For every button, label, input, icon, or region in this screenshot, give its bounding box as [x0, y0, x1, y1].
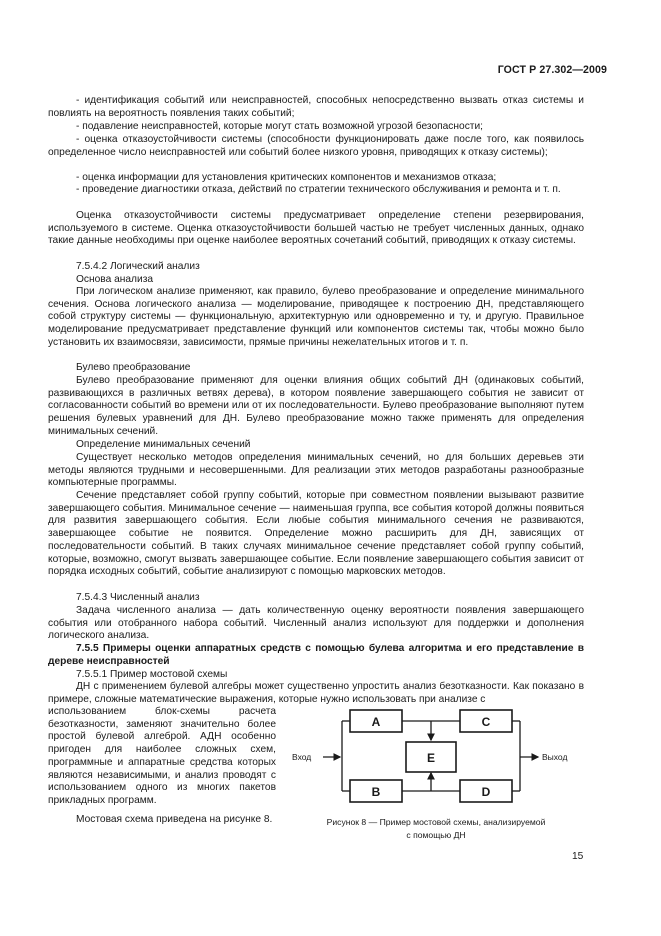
- bridge-diagram: [286, 700, 586, 810]
- block-d-label: D: [481, 785, 491, 799]
- page-number: 15: [572, 851, 584, 862]
- heading-boolean: Булево преобразование: [76, 362, 191, 373]
- bullet-fault-tolerance: - оценка отказоустойчивости системы (способности функционировать даже после того, как появилось определенное число неисправностей или событий более низкого уровня, приводящих к отказу системы);: [48, 134, 584, 158]
- block-a-label: A: [371, 715, 381, 729]
- document-number: ГОСТ Р 27.302—2009: [497, 64, 607, 76]
- heading-numerical-analysis: 7.5.4.3 Численный анализ: [76, 592, 200, 603]
- paragraph-bridge-reference: Мостовая схема приведена на рисунке 8.: [76, 814, 273, 825]
- paragraph-boolean-simplify: ДН с применением булевой алгебры может существенно упростить анализ безотказности. Как показано в примере, сложные математические выражения, которые нужно использовать при анализе с: [48, 681, 584, 705]
- heading-analysis-basis: Основа анализа: [76, 274, 154, 285]
- heading-minimal-cut-sets: Определение минимальных сечений: [76, 439, 251, 450]
- paragraph-numerical-analysis: Задача численного анализа — дать количественную оценку вероятности появления завершающего события или отобранного набора событий. Численный анализ используют для поддержки и дополнения логического анализа.: [48, 605, 584, 642]
- figure-caption-line1: Рисунок 8 — Пример мостовой схемы, анализируемой: [326, 817, 546, 827]
- paragraph-cut-set-definition: Сечение представляет собой группу событий, которые при совместном появлении вызывают развитие завершающего события. Минимальное сечение — наименьшая группа, все события которой должны появиться для развития завершающего события. Если любые события минимального сечения не развиваются, завершающее событие не появится. Определение можно расширить для ДН, зависящих от последовательности событий. В таких случаях минимальное сечение представляет собой группу событий, которые, возможно, смогут вызвать завершающее событие. Если появление завершающего события зависит от порядка исходных событий, событие анализируют с помощью марковских методов.: [48, 490, 584, 578]
- heading-examples: 7.5.5 Примеры оценки аппаратных средств с помощью булева алгоритма и его представление в дереве неисправностей: [48, 643, 584, 667]
- bullet-diagnostics: - проведение диагностики отказа, действий по стратегии технического обслуживания и ремонта и т. п.: [76, 184, 561, 195]
- heading-logical-analysis: 7.5.4.2 Логический анализ: [76, 261, 200, 272]
- input-label: Вход: [292, 752, 312, 762]
- paragraph-redundancy: Оценка отказоустойчивости системы предусматривает определение степени резервирования, используемого в системе. Оценка отказоустойчивости большей частью не требует численных данных, однако такие данные необходимы при оценке наиболее вероятных сочетаний событий, приводящих к отказу системы.: [48, 210, 584, 247]
- bullet-critical-components: - оценка информации для установления критических компонентов и механизмов отказа;: [76, 172, 497, 183]
- heading-bridge-example: 7.5.5.1 Пример мостовой схемы: [76, 669, 228, 680]
- block-e-label: E: [426, 751, 436, 765]
- paragraph-aft-suitability: использованием блок-схемы расчета безотказности, заменяют значительно более простой булевой алгеброй. АДН особенно пригоден для наиболее сложных схем, программные и аппаратные средства которых являются независимыми, и анализ проводят с использованием одного из многих пакетов прикладных программ.: [48, 706, 276, 806]
- paragraph-logical-analysis: При логическом анализе применяют, как правило, булево преобразование и определение минимального сечения. Основа логического анализа — моделирование, приводящее к построению ДН, представляющего собой структуру системы — функциональную, архитектурную или одновременно и ту, и другую. Правильное моделирование предусматривает представление функций или компонентов системы так, чтобы можно было установить их взаимосвязи, зависимости, прямые причины нежелательных итогов и т. п.: [48, 286, 584, 348]
- figure-caption-line2: с помощью ДН: [406, 830, 466, 840]
- output-label: Выход: [542, 752, 568, 762]
- paragraph-minimal-cut-methods: Существует несколько методов определения минимальных сечений, но для больших деревьев эти методы являются трудными и несовершенными. Для реализации этих методов разработаны разнообразные компьютерные программы.: [48, 452, 584, 489]
- block-b-label: B: [371, 785, 381, 799]
- paragraph-boolean: Булево преобразование применяют для оценки влияния общих событий ДН (одинаковых событий, развивающихся в различных ветвях дерева), в котором появление завершающего события не зависит от согласованности событий во времени или от их последовательности. Булево преобразование выполняют путем решения булевых уравнений для ДН. Булево преобразование можно также применять для определения минимальных сечений.: [48, 375, 584, 437]
- bullet-suppression: - подавление неисправностей, которые могут стать возможной угрозой безопасности;: [76, 121, 483, 132]
- bullet-identification: - идентификация событий или неисправностей, способных непосредственно вызвать отказ системы и повлиять на вероятность появления таких событий;: [48, 95, 584, 119]
- block-c-label: C: [481, 715, 491, 729]
